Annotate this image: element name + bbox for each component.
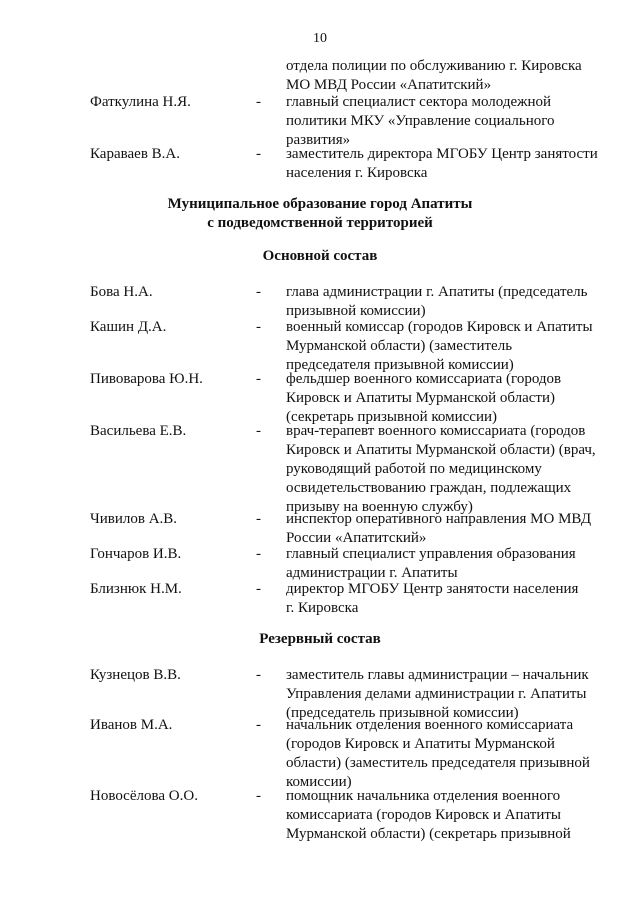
text-line: фельдшер военного комиссариата (городов	[286, 371, 562, 387]
member-name: Бова Н.А.	[90, 284, 153, 300]
text-line: директор МГОБУ Центр занятости населения	[286, 581, 579, 597]
text-line: инспектор оперативного направления МО МВД	[286, 511, 592, 527]
dash: -	[256, 94, 261, 110]
text-line: Мурманской области) (заместитель	[286, 338, 513, 354]
text-line: призывной комиссии)	[286, 303, 426, 319]
dash: -	[256, 788, 261, 804]
text-line: (городов Кировск и Апатиты Мурманской	[286, 736, 555, 752]
member-name: Васильева Е.В.	[90, 423, 187, 439]
member-description	[286, 716, 604, 792]
member-description	[286, 370, 604, 427]
page-number: 10	[313, 31, 327, 46]
text-line: администрации г. Апатиты	[286, 565, 458, 581]
text-line: руководящий работой по медицинскому	[286, 461, 542, 477]
text-line: главный специалист управления образования	[286, 546, 576, 562]
member-description	[286, 666, 604, 723]
text-line: России «Апатитский»	[286, 530, 427, 546]
dash: -	[256, 546, 261, 562]
text-line: отдела полиции по обслуживанию г. Кировска	[286, 58, 582, 74]
text-line: комиссариата (городов Кировск и Апатиты	[286, 807, 562, 823]
member-name: Фаткулина Н.Я.	[90, 94, 191, 110]
text-line: МО МВД России «Апатитский»	[286, 77, 492, 93]
member-description	[286, 787, 604, 844]
text-line: освидетельствованию граждан, подлежащих	[286, 480, 572, 496]
member-name: Караваев В.А.	[90, 146, 180, 162]
member-name: Кузнецов В.В.	[90, 667, 181, 683]
member-description	[286, 93, 604, 150]
member-description	[286, 510, 604, 548]
text-line: Мурманской области) (секретарь призывной	[286, 826, 571, 842]
text-line: Кировск и Апатиты Мурманской области)	[286, 390, 556, 406]
dash: -	[256, 371, 261, 387]
text-line: глава администрации г. Апатиты (председатель	[286, 284, 588, 300]
member-name: Гончаров И.В.	[90, 546, 182, 562]
text-line: военный комиссар (городов Кировск и Апатиты	[286, 319, 593, 335]
dash: -	[256, 581, 261, 597]
member-name: Иванов М.А.	[90, 717, 173, 733]
main-composition-title: Основной состав	[262, 248, 378, 264]
text-line: политики МКУ «Управление социального	[286, 113, 555, 129]
text-line: главный специалист сектора молодежной	[286, 94, 552, 110]
text-line: населения г. Кировска	[286, 165, 428, 181]
section-title-line: с подведомственной территорией	[207, 215, 433, 231]
text-line: (председатель призывной комиссии)	[286, 705, 519, 721]
text-line: председателя призывной комиссии)	[286, 357, 514, 373]
text-line: призыву на военную службу)	[286, 499, 473, 515]
text-line: начальник отделения военного комиссариата	[286, 717, 574, 733]
dash: -	[256, 284, 261, 300]
member-description	[286, 318, 604, 375]
text-line: (секретарь призывной комиссии)	[286, 409, 497, 425]
text-line: Управления делами администрации г. Апатиты	[286, 686, 587, 702]
text-line: области) (заместитель председателя призывной	[286, 755, 590, 771]
continuation-text	[286, 57, 604, 95]
text-line: развития»	[286, 132, 351, 148]
text-line: помощник начальника отделения военного	[286, 788, 561, 804]
dash: -	[256, 146, 261, 162]
member-name: Кашин Д.А.	[90, 319, 167, 335]
dash: -	[256, 423, 261, 439]
member-description	[286, 422, 604, 517]
text-line: заместитель директора МГОБУ Центр занятости	[286, 146, 598, 162]
dash: -	[256, 717, 261, 733]
text-line: комиссии)	[286, 774, 352, 790]
reserve-composition-title: Резервный состав	[259, 631, 381, 647]
member-name: Близнюк Н.М.	[90, 581, 182, 597]
text-line: Кировск и Апатиты Мурманской области) (врач,	[286, 442, 596, 458]
member-description	[286, 283, 604, 321]
dash: -	[256, 667, 261, 683]
section-title-line: Муниципальное образование город Апатиты	[167, 196, 473, 212]
text-line: врач-терапевт военного комиссариата (городов	[286, 423, 586, 439]
text-line: заместитель главы администрации – начальник	[286, 667, 589, 683]
member-description	[286, 580, 604, 618]
member-description	[286, 145, 604, 183]
member-name: Новосёлова О.О.	[90, 788, 198, 804]
dash: -	[256, 511, 261, 527]
dash: -	[256, 319, 261, 335]
member-description	[286, 545, 604, 583]
member-name: Чивилов А.В.	[90, 511, 178, 527]
text-line: г. Кировска	[286, 600, 359, 616]
member-name: Пивоварова Ю.Н.	[90, 371, 203, 387]
